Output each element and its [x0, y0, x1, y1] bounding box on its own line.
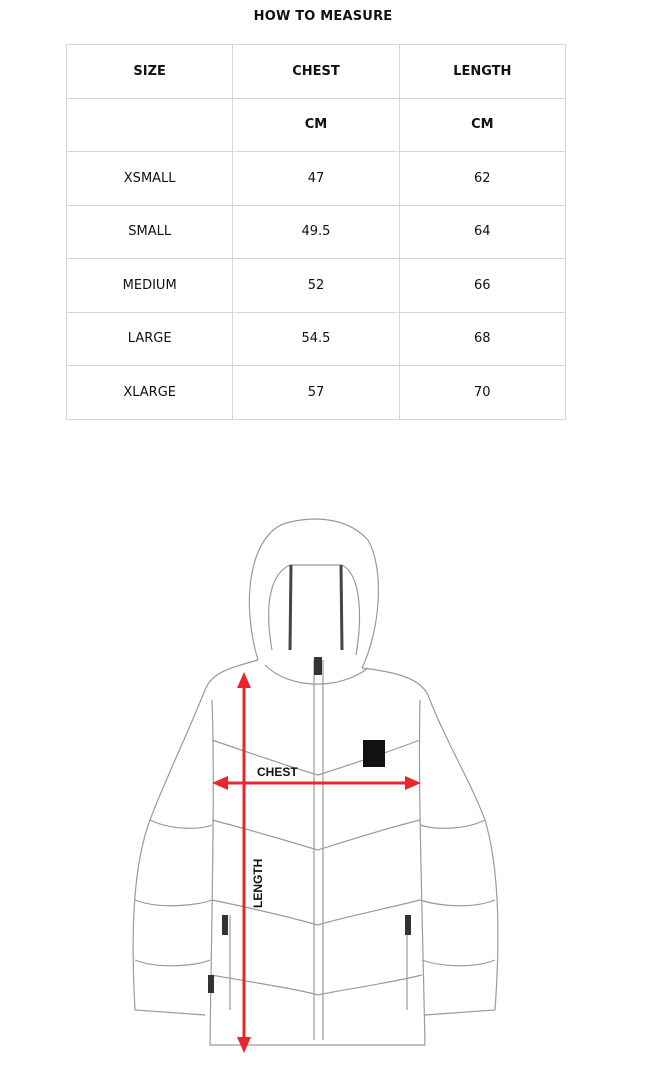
size-cell: XSMALL: [67, 152, 233, 206]
unit-cell: CM: [233, 98, 399, 152]
header-length: LENGTH: [399, 45, 565, 99]
chest-cell: 49.5: [233, 205, 399, 259]
length-cell: 66: [399, 259, 565, 313]
unit-cell: CM: [399, 98, 565, 152]
size-cell: SMALL: [67, 205, 233, 259]
length-label: LENGTH: [251, 858, 265, 908]
chest-cell: 47: [233, 152, 399, 206]
chest-label: CHEST: [257, 765, 298, 779]
pocket-zipper-right-icon: [405, 915, 411, 935]
size-cell: XLARGE: [67, 366, 233, 420]
chest-cell: 57: [233, 366, 399, 420]
side-label-icon: [208, 975, 214, 993]
chest-cell: 52: [233, 259, 399, 313]
brand-logo-patch: [363, 740, 385, 767]
pocket-zipper-left-icon: [222, 915, 228, 935]
length-cell: 68: [399, 312, 565, 366]
header-chest: CHEST: [233, 45, 399, 99]
zipper-pull-icon: [314, 657, 322, 675]
length-arrow: [237, 672, 251, 1053]
length-cell: 70: [399, 366, 565, 420]
length-cell: 62: [399, 152, 565, 206]
length-cell: 64: [399, 205, 565, 259]
hood-drawcords: [290, 565, 342, 650]
size-cell: LARGE: [67, 312, 233, 366]
header-size: SIZE: [67, 45, 233, 99]
chest-cell: 54.5: [233, 312, 399, 366]
page-title: HOW TO MEASURE: [253, 9, 393, 24]
size-cell: MEDIUM: [67, 259, 233, 313]
